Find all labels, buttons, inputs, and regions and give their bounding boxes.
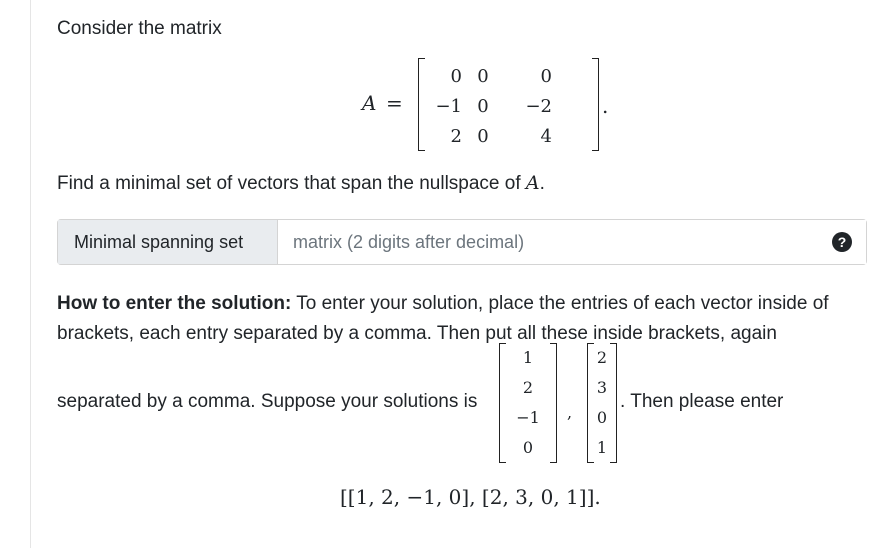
matrix-period: . <box>602 94 609 118</box>
matrix-cell: −1 <box>435 96 462 117</box>
vector-entry: −1 <box>516 408 540 427</box>
question-circle-icon[interactable]: ? <box>832 232 852 252</box>
suppose-text: separated by a comma. Suppose your solutions is <box>57 391 478 412</box>
right-bracket <box>550 343 557 463</box>
help-heading: How to enter the solution: <box>57 293 292 314</box>
prompt-text: Find a minimal set of vectors that span the nullspace of <box>57 173 526 194</box>
matrix-cell: 2 <box>450 126 462 147</box>
vector-entry: 3 <box>596 378 608 397</box>
matrix-cell: 0 <box>477 126 489 147</box>
equals-sign: = <box>386 91 403 115</box>
matrix-cell: −2 <box>525 96 552 117</box>
question-prompt <box>57 172 545 195</box>
left-divider <box>30 0 31 548</box>
vector-entry: 1 <box>522 348 534 367</box>
vector-entries <box>592 343 612 463</box>
vector-entry: 2 <box>522 378 534 397</box>
example-answer: [[1, 2, −1, 0], [2, 3, 0, 1]]. <box>340 485 601 509</box>
prompt-end: . <box>539 173 545 194</box>
matrix-cell: 0 <box>450 66 462 87</box>
help-button[interactable] <box>817 219 867 265</box>
right-bracket <box>610 343 617 463</box>
vector-entry: 2 <box>596 348 608 367</box>
input-prepend-label: Minimal spanning set <box>58 220 278 264</box>
matrix-entries <box>426 62 552 152</box>
matrix-cell: 0 <box>540 66 552 87</box>
matrix-label: A <box>362 91 377 115</box>
then-text: . Then please enter <box>620 391 784 412</box>
vector-entry: 0 <box>522 438 534 457</box>
vector-comma: , <box>567 403 573 422</box>
help-text: To enter your solution, place the entries of each vector inside of brackets, each entry separated by a comma. Then put all these inside brackets, again <box>57 293 829 344</box>
minimal-spanning-set-input[interactable] <box>278 220 866 264</box>
matrix-cell: 0 <box>477 66 489 87</box>
vector-entry: 1 <box>596 438 608 457</box>
right-bracket <box>592 58 599 151</box>
help-paragraph <box>57 289 857 349</box>
matrix-cell: 0 <box>477 96 489 117</box>
vector-entries <box>505 343 551 463</box>
matrix-cell: 4 <box>540 126 552 147</box>
answer-input-group <box>57 219 867 265</box>
prompt-symbol: A <box>525 172 540 194</box>
left-bracket <box>418 58 425 151</box>
question-intro: Consider the matrix <box>57 18 222 39</box>
vector-entry: 0 <box>596 408 608 427</box>
